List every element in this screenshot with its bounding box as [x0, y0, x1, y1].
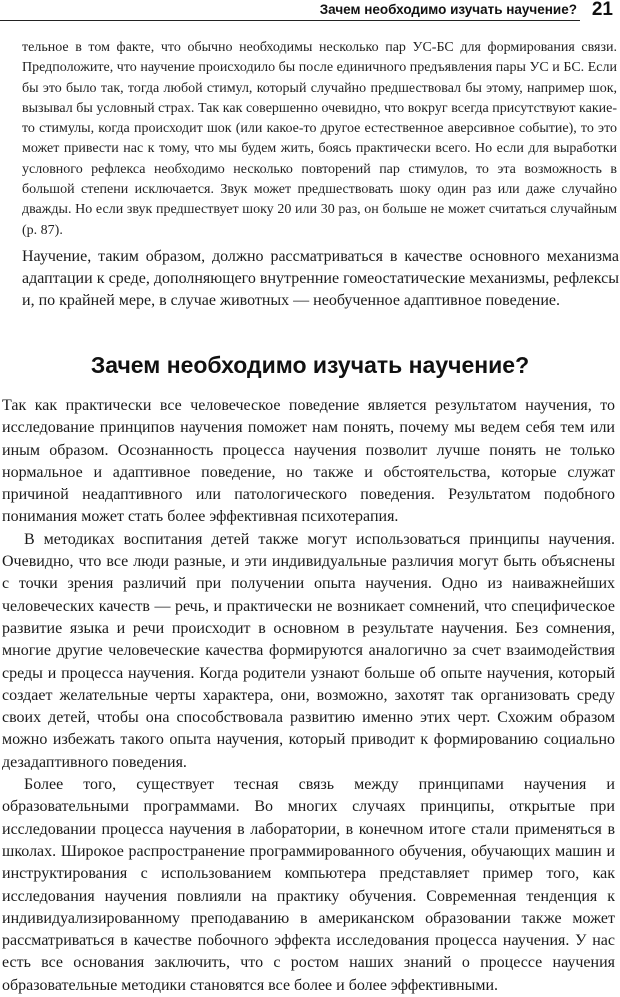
header-rule: [0, 20, 580, 21]
conclusion-paragraph: Научение, таким образом, должно рассматриваться в качестве основного механизма адаптации к среде, дополняющего внутренние гомеостатические механизмы, рефлексы и, по крайней мере, в случае животных — необученное адаптивное поведение.: [22, 248, 619, 309]
page-number: 21: [591, 0, 613, 20]
section-heading: Зачем необходимо изучать научение?: [90, 352, 530, 378]
body-paragraph: Так как практически все человеческое поведение является результатом научения, то исследование принципов научения поможет нам понять, почему мы ведем себя тем или иным образом. Осознанность процесса научения позволит лучше понять не только нормальное и адаптивное поведение, но также и обстоятельства, которые служат причиной неадаптивного или патологического поведения. Результатом подобного понимания может стать более эффективная психотерапия.: [2, 397, 615, 526]
running-header: [0, 0, 620, 22]
section-body: [2, 395, 615, 997]
running-header-title: Зачем необходимо изучать научение?: [319, 2, 577, 17]
body-paragraph: В методиках воспитания детей также могут использоваться принципы научения. Очевидно, что все люди разные, и эти индивидуальные различия могут быть объяснены с точки зрения различий при получении опыта научения. Одно из наиважнейших человеческих качеств — речь, и практически не возникает сомнений, что специфическое развитие языка и речи происходит в основном в результате научения. Без сомнения, многие другие человеческие качества формируются аналогично за счет взаимодействия среды и процесса научения. Когда родители узнают больше об опыте научения, который создает желательные черты характера, они, возможно, захотят так организовать среду своих детей, чтобы она способствовала развитию именно этих черт. Схожим образом можно избежать такого опыта научения, который приводит к формированию социально дезадаптивного поведения.: [2, 530, 615, 771]
block-quote: тельное в том факте, что обычно необходимы несколько пар УС-БС для формирования связи. Предположите, что научение происходило бы после единичного предъявления пары УС и БС. Если бы это было так, тогда любой стимул, который случайно предшествовал бы этому, например шок, вызывал бы условный страх. Так как совершенно очевидно, что вокруг всегда присутствуют какие-то стимулы, когда происходит шок (или какое-то другое естественное аверсивное событие), то это может привести нас к тому, что мы будем жить, боясь практически всего. Но если для выработки условного рефлекса необходимо несколько повторений пар стимулов, то эта возможность в большой степени исключается. Звук может предшествовать шоку один раз или даже случайно дважды. Но если звук предшествует шоку 20 или 30 раз, он больше не может считаться случайным (р. 87).: [22, 40, 617, 238]
body-paragraph: Более того, существует тесная связь между принципами научения и образовательными программами. Во многих случаях принципы, открытые при исследовании процесса научения в лаборатории, в конечном итоге стали применяться в школах. Широкое распространение программированного обучения, обучающих машин и инструктирования с использованием компьютера представляет пример того, как исследования научения повлияли на практику обучения. Современная тенденция к индивидуализированному преподаванию в американском образовании также может рассматриваться в качестве побочного эффекта исследования процесса научения. У нас есть все основания заключить, что с ростом наших знаний о процессе научения образовательные методики становятся все более и более эффективными.: [2, 776, 615, 994]
